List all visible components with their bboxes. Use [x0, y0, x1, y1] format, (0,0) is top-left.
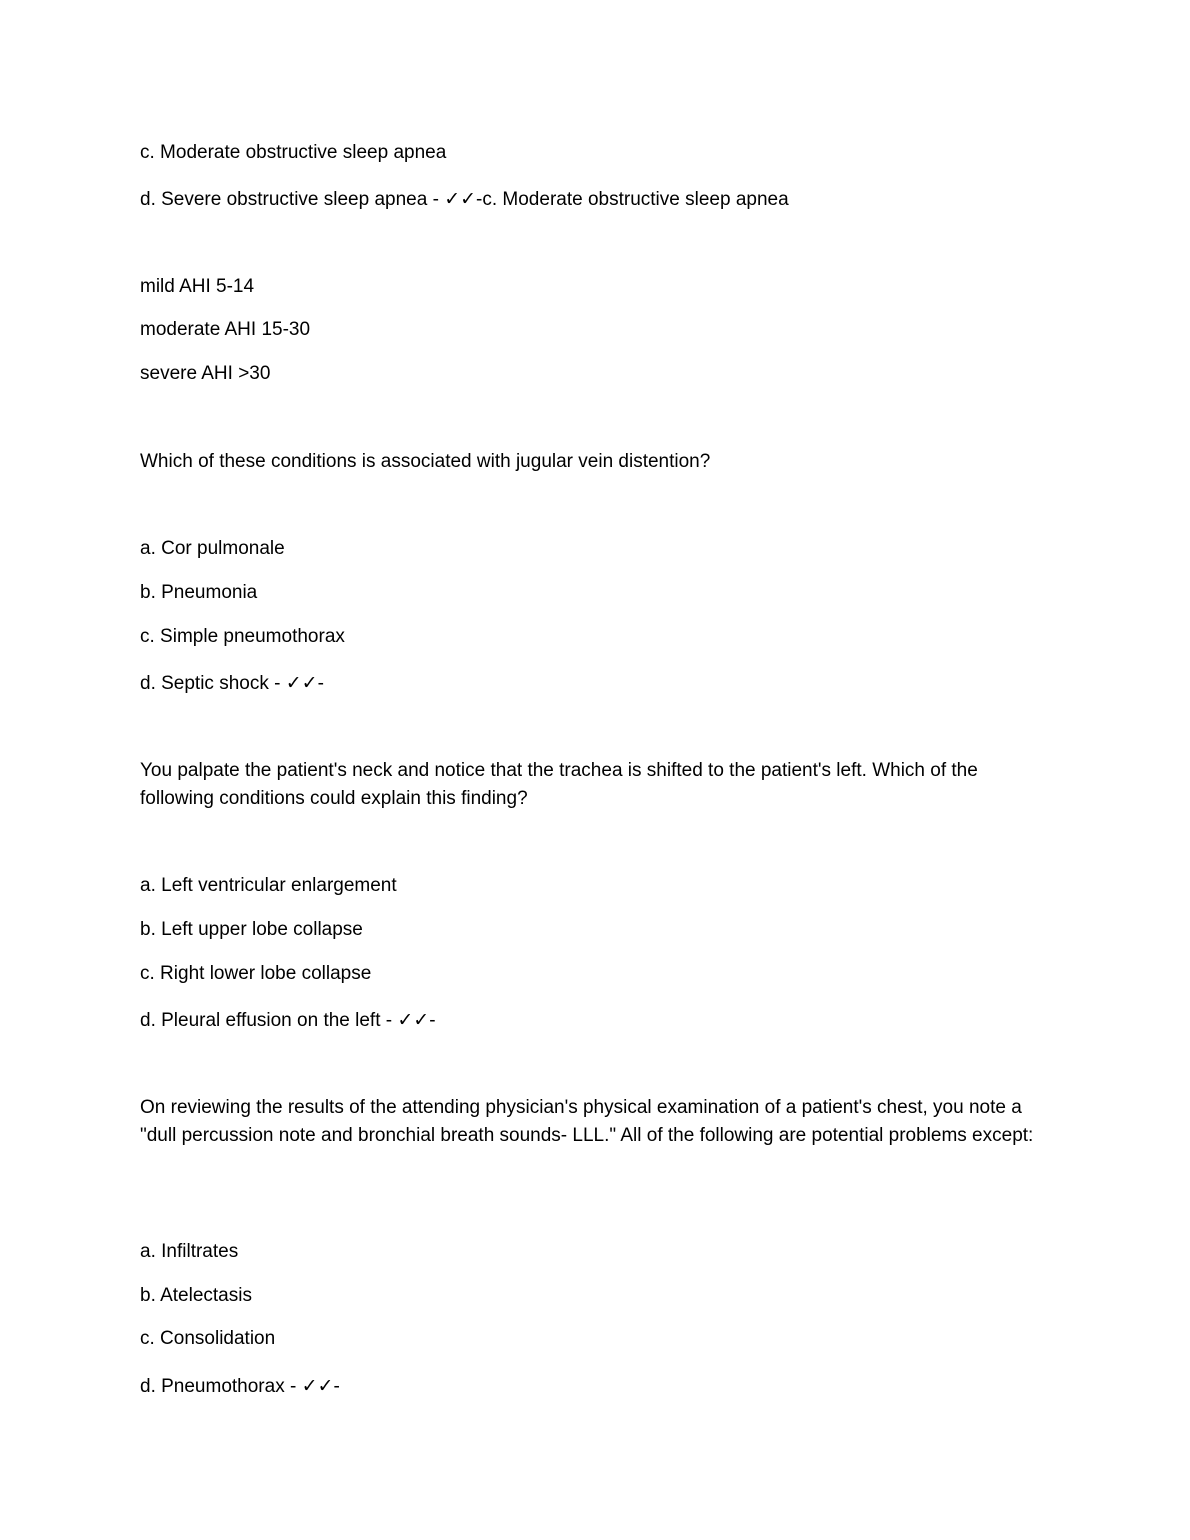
note-line: moderate AHI 15-30 [140, 319, 311, 340]
question-text: Which of these conditions is associated with jugular vein distention? [140, 451, 711, 472]
option-c: c. Moderate obstructive sleep apnea [140, 142, 447, 163]
option-b: b. Left upper lobe collapse [140, 919, 363, 940]
option-b: b. Pneumonia [140, 582, 258, 603]
checkmark-icon: ✓✓ [397, 1009, 430, 1031]
option-c: c. Simple pneumothorax [140, 626, 345, 647]
option-a: a. Cor pulmonale [140, 538, 285, 559]
option-d-with-answer [140, 185, 1050, 214]
checkmark-icon: ✓✓ [285, 672, 318, 694]
option-c: c. Right lower lobe collapse [140, 963, 372, 984]
note-line: severe AHI >30 [140, 363, 271, 384]
option-d-text: d. Pleural effusion on the left - [140, 1010, 398, 1031]
option-a: a. Left ventricular enlargement [140, 875, 397, 896]
option-d-with-answer [140, 1006, 1050, 1035]
answer-text: -c. Moderate obstructive sleep apnea [476, 189, 789, 210]
answer-suffix: - [317, 673, 324, 694]
question-text: On reviewing the results of the attending physician's physical examination of a patient's chest, you note a "dull percussion note and bronchial breath sounds- LLL." All of the following are potential problems except: [140, 1097, 1034, 1146]
question-text: You palpate the patient's neck and notice that the trachea is shifted to the patient's left. Which of the following conditions could explain this finding? [140, 760, 978, 809]
option-c: c. Consolidation [140, 1328, 276, 1349]
checkmark-icon: ✓✓ [301, 1375, 334, 1397]
answer-suffix: - [429, 1010, 436, 1031]
option-b: b. Atelectasis [140, 1285, 252, 1306]
option-d-with-answer [140, 669, 1050, 698]
option-a: a. Infiltrates [140, 1241, 239, 1262]
answer-suffix: - [333, 1376, 340, 1397]
checkmark-icon: ✓✓ [444, 188, 477, 210]
option-d-text: d. Septic shock - [140, 673, 286, 694]
option-d-text: d. Pneumothorax - [140, 1376, 302, 1397]
option-d-with-answer [140, 1372, 1050, 1401]
note-line: mild AHI 5-14 [140, 276, 255, 297]
option-d-text: d. Severe obstructive sleep apnea - [140, 189, 445, 210]
